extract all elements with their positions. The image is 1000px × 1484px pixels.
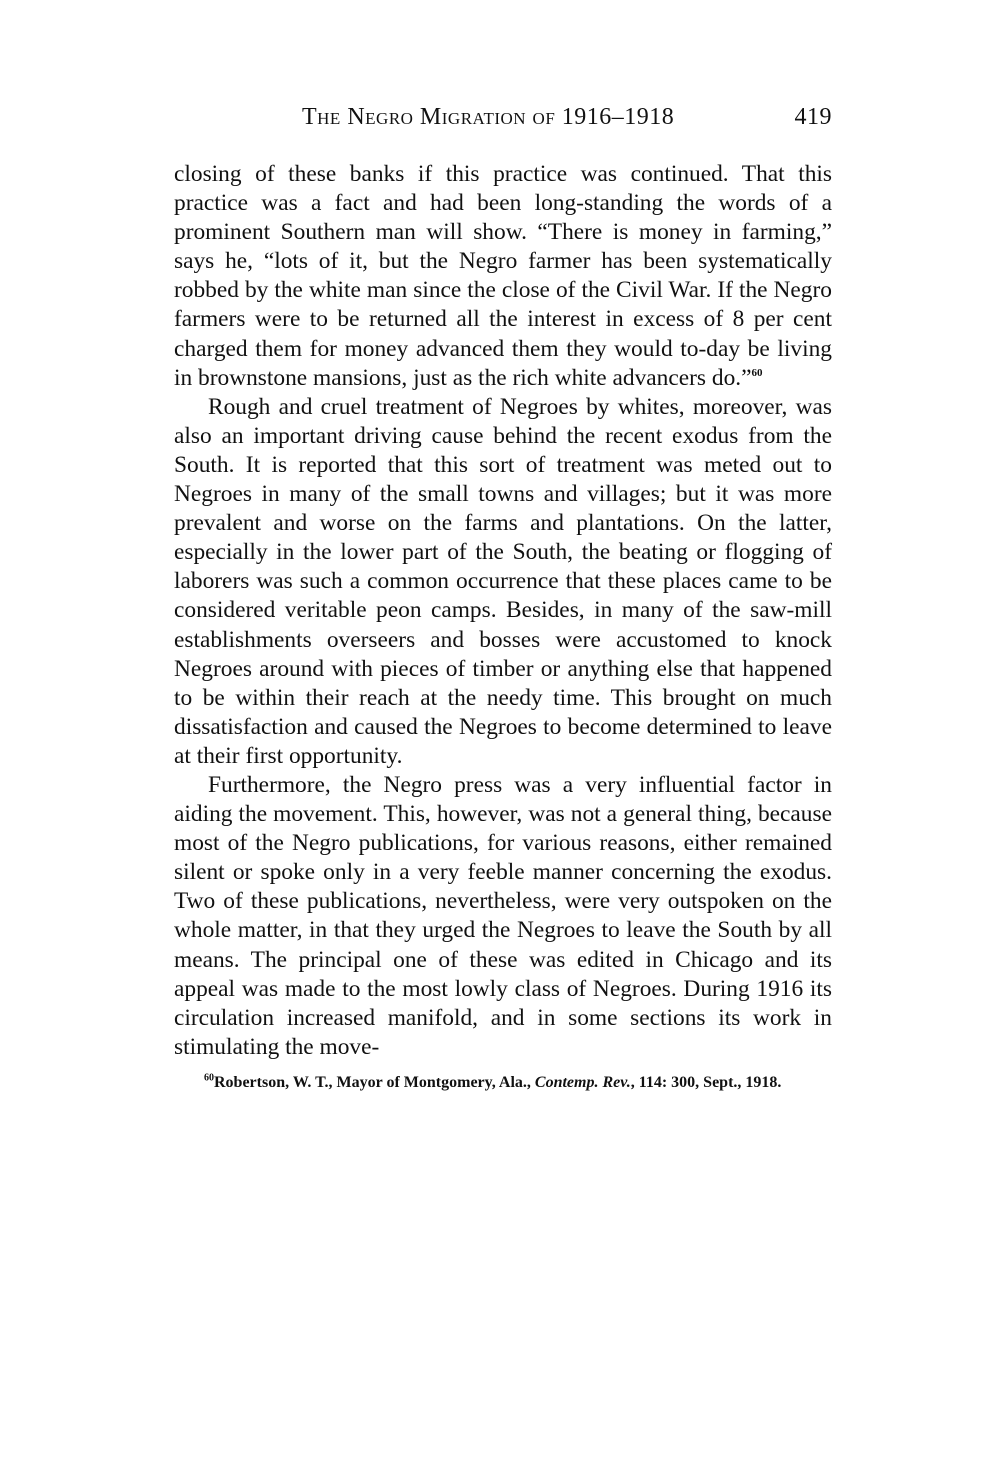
paragraph-2 bbox=[174, 393, 832, 771]
paragraph-text: Rough and cruel treatment of Negroes by whites, moreover, was also an important driving cause behind the recent exodus from the South. It is reported that this sort of treatment was meted out to Negroes in many of the small towns and villages; but it was more prevalent and worse on the farms and plantations. On the latter, especially in the lower part of the South, the beating or flogging of laborers was such a common occurrence that these places came to be considered veritable peon camps. Besides, in many of the saw-mill establishments overseers and bosses were accustomed to knock Negroes around with pieces of timber or anything else that happened to be within their reach at the needy time. This brought on much dissatisfaction and caused the Negroes to become determined to leave at their first opportunity. bbox=[174, 393, 832, 769]
footnote-reference: 60 bbox=[751, 366, 763, 379]
footnote-text-before: Robertson, W. T., Mayor of Montgomery, Ala., bbox=[214, 1073, 535, 1091]
footnote-mark: 60 bbox=[204, 1072, 214, 1084]
running-head bbox=[174, 104, 832, 138]
paragraph-1 bbox=[174, 160, 832, 393]
footnote-journal: Contemp. Rev. bbox=[534, 1073, 631, 1091]
body-text bbox=[174, 160, 832, 1062]
document-page bbox=[174, 104, 832, 1094]
running-title: The Negro Migration of 1916–1918 bbox=[302, 104, 675, 130]
page-number: 419 bbox=[794, 104, 832, 130]
footnote-text-after: , 114: 300, Sept., 1918. bbox=[630, 1073, 782, 1091]
footnote bbox=[174, 1072, 832, 1094]
paragraph-text: closing of these banks if this practice was continued. That this practice was a fact and had been long-standing the words of a prominent Southern man will show. “There is money in farming,” says he, “lots of it, but the Negro farmer has been systematically robbed by the white man since the close of the Civil War. If the Negro farmers were to be returned all the interest in excess of 8 per cent charged them for money advanced them they would to-day be living in brownstone mansions, just as the rich white advancers do.” bbox=[174, 161, 832, 391]
paragraph-text: Furthermore, the Negro press was a very influential factor in aiding the movement. This, however, was not a general thing, because most of the Negro publications, for various reasons, either remained silent or spoke only in a very feeble manner concerning the exodus. Two of these publications, nevertheless, were very outspoken on the whole matter, in that they urged the Negroes to leave the South by all means. The principal one of these was edited in Chicago and its appeal was made to the most lowly class of Negroes. During 1916 its circulation increased manifold, and in some sections its work in stimulating the move- bbox=[174, 771, 832, 1060]
paragraph-3 bbox=[174, 771, 832, 1062]
